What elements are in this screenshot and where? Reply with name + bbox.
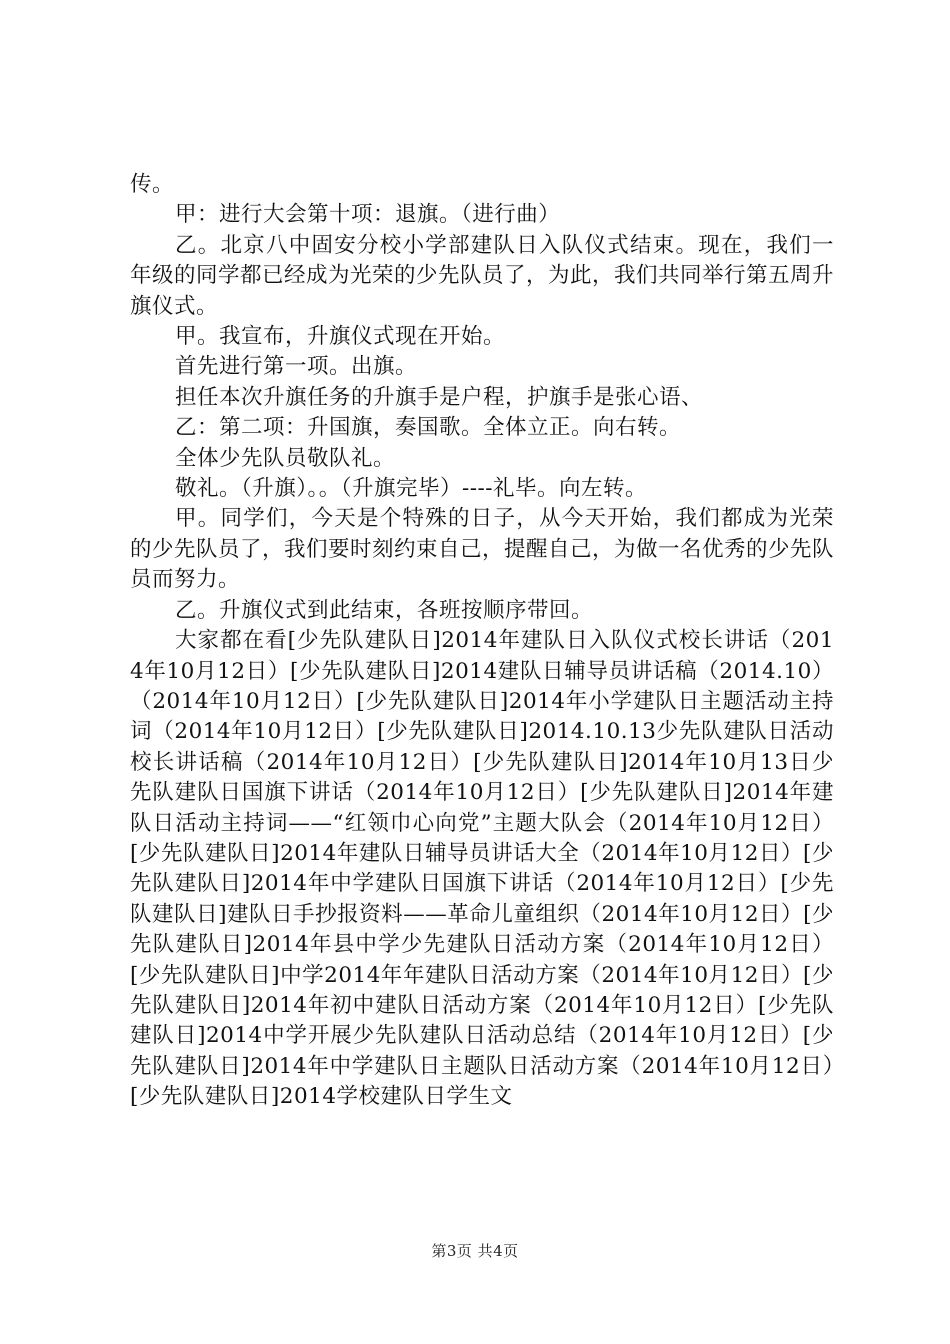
paragraph-4: 甲。我宣布，升旗仪式现在开始。 [175,324,506,350]
page-footer: 第3页 共4页 [431,1242,519,1260]
paragraph-10: 甲。同学们，今天是个特殊的日子，从今天开始，我们都成为光荣的少先队员了，我们要时刻约束自己，提醒自己，为做一名优秀的少先队员而努力。 [130,506,835,593]
paragraph-9: 敬礼。（升旗）。。（升旗完毕）----礼毕。向左转。 [175,476,648,502]
paragraph-6: 担任本次升旗任务的升旗手是户程，护旗手是张心语、 [175,384,704,410]
paragraph-8: 全体少先队员敬队礼。 [175,445,396,471]
related-articles-paragraph: 大家都在看[少先队建队日]2014年建队日入队仪式校长讲话（2014年10月12日）[少先队建队日]2014建队日辅导员讲话稿（2014.10）（2014年10月12日）[少先队建队日]2014年小学建队日主题活动主持词（2014年10月12日）[少先队建队日]2014.10.13少先队建队日活动校长讲话稿（2014年10月12日）[少先队建队日]2014年10月13日少先队建队日国旗下讲话（2014年10月12日）[少先队建队日]2014年建队日活动主持词——“红领巾心向党”主题大队会（2014年10月12日）[少先队建队日]2014年建队日辅导员讲话大全（2014年10月12日）[少先队建队日]2014年中学建队日国旗下讲话（2014年10月12日）[少先队建队日]建队日手抄报资料——革命儿童组织（2014年10月12日）[少先队建队日]2014年县中学少先建队日活动方案（2014年10月12日）[少先队建队日]中学2014年年建队日活动方案（2014年10月12日）[少先队建队日]2014年初中建队日活动方案（2014年10月12日）[少先队建队日]2014中学开展少先队建队日活动总结（2014年10月12日）[少先队建队日]2014年中学建队日主题队日活动方案（2014年10月12日）[少先队建队日]2014学校建队日学生文 [130,628,834,1110]
paragraph-1: 传。 [130,172,175,197]
paragraph-5: 首先进行第一项。出旗。 [175,354,418,380]
paragraph-2: 甲：进行大会第十项：退旗。（进行曲） [175,202,561,228]
paragraph-11: 乙。升旗仪式到此结束，各班按顺序带回。 [175,597,594,623]
paragraph-3: 乙。北京八中固安分校小学部建队日入队仪式结束。现在，我们一年级的同学都已经成为光荣的少先队员了，为此，我们共同举行第五周升旗仪式。 [130,232,835,319]
document-body [130,170,834,1113]
paragraph-7: 乙：第二项：升国旗，奏国歌。全体立正。向右转。 [175,415,682,441]
